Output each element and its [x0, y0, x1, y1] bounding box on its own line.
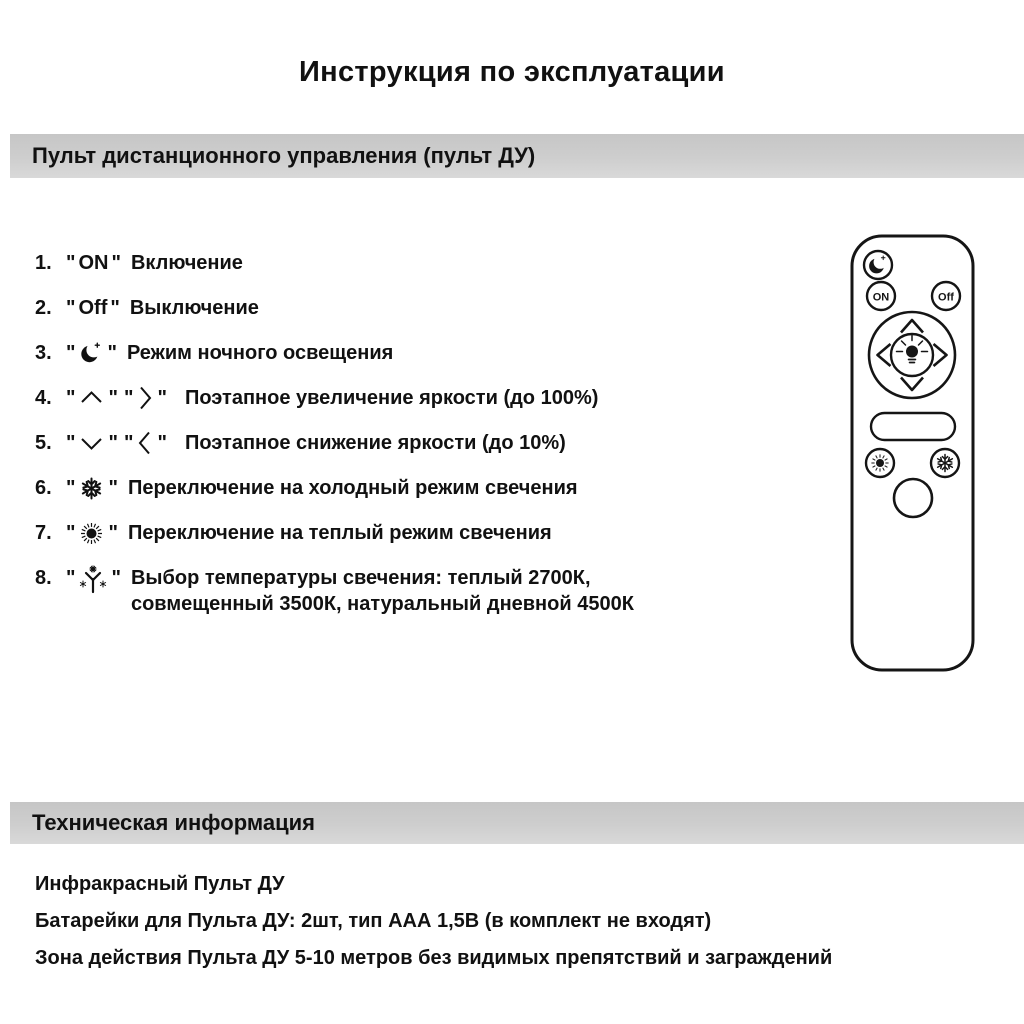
item-number: 2.	[35, 297, 52, 319]
remote-warm-mode-button	[866, 449, 894, 477]
remote-night-mode-button	[864, 251, 892, 279]
quote-mark: "	[66, 342, 76, 364]
remote-cold-mode-button	[931, 449, 959, 477]
svg-text:Off: Off	[938, 291, 954, 304]
tech-line-batteries: Батарейки для Пульта ДУ: 2шт, тип ААА 1,5В (в комплект не входят)	[35, 910, 712, 932]
remote-dpad	[869, 312, 955, 398]
quote-mark: "	[66, 567, 76, 589]
item-number: 4.	[35, 387, 52, 409]
quote-mark: "	[108, 387, 118, 409]
section-header-tech	[10, 802, 1024, 844]
chevron-up-icon	[79, 387, 104, 409]
quote-mark: "	[66, 387, 76, 409]
item-number: 7.	[35, 522, 52, 544]
angle-left-icon	[137, 430, 153, 456]
sun-icon	[79, 521, 104, 546]
list-item-warm-mode	[35, 520, 835, 546]
quote-mark: "	[107, 342, 117, 364]
list-item-night-mode	[35, 340, 835, 366]
quote-mark: "	[66, 252, 76, 274]
item-number: 5.	[35, 432, 52, 454]
section-header-remote-label: Пульт дистанционного управления (пульт ДУ)	[32, 143, 536, 168]
quote-mark: "	[111, 567, 121, 589]
item-description: Переключение на теплый режим свечения	[127, 522, 552, 544]
quote-mark: "	[108, 522, 118, 544]
item-description: Поэтапное увеличение яркости (до 100%)	[184, 387, 599, 409]
section-header-tech-label: Техническая информация	[32, 810, 315, 835]
technical-info	[35, 871, 832, 982]
svg-text:ON: ON	[872, 291, 890, 304]
quote-mark: "	[157, 387, 167, 409]
item-description-line2: совмещенный 3500К, натуральный дневной 4500К	[130, 593, 634, 615]
quote-mark: "	[123, 432, 134, 454]
remote-on-button	[867, 282, 895, 310]
tech-line-remote-type: Инфракрасный Пульт ДУ	[35, 873, 285, 895]
quote-mark: "	[66, 522, 76, 544]
item-number: 6.	[35, 477, 52, 499]
quote-mark: "	[111, 252, 121, 274]
quote-mark: "	[66, 297, 76, 319]
item-description: Переключение на холодный режим свечения	[127, 477, 578, 499]
quote-mark: "	[108, 432, 118, 454]
remote-round-extra-button	[894, 479, 932, 517]
item-description: Включение	[130, 252, 243, 274]
temperature-select-icon	[79, 565, 107, 595]
list-item-off	[35, 295, 835, 321]
remote-illustration	[850, 234, 977, 679]
quote-mark: "	[66, 477, 76, 499]
remote-functions-list	[35, 250, 835, 636]
quote-mark: "	[157, 432, 167, 454]
list-item-on	[35, 250, 835, 276]
list-item-temperature-select	[35, 565, 835, 617]
on-button-label: ON	[78, 252, 109, 274]
snowflake-icon	[79, 476, 104, 501]
tech-line-range: Зона действия Пульта ДУ 5-10 метров без видимых препятствий и заграждений	[35, 947, 833, 969]
quote-mark: "	[110, 297, 120, 319]
item-description: Режим ночного освещения	[126, 342, 394, 364]
item-description-line1: Выбор температуры свечения: теплый 2700К,	[130, 567, 591, 589]
list-item-cold-mode	[35, 475, 835, 501]
list-item-brightness-up	[35, 385, 835, 411]
page-title: Инструкция по эксплуатации	[299, 56, 725, 88]
remote-wide-pill-button	[871, 413, 955, 440]
item-number: 1.	[35, 252, 52, 274]
angle-right-icon	[137, 385, 153, 411]
item-description	[131, 565, 634, 617]
quote-mark: "	[108, 477, 118, 499]
chevron-down-icon	[79, 432, 104, 454]
item-number: 8.	[35, 567, 52, 589]
section-header-remote	[10, 134, 1024, 178]
item-description: Выключение	[129, 297, 259, 319]
remote-off-button	[932, 282, 960, 310]
off-button-label: Off	[78, 297, 108, 319]
item-number: 3.	[35, 342, 52, 364]
quote-mark: "	[123, 387, 134, 409]
quote-mark: "	[66, 432, 76, 454]
list-item-brightness-down	[35, 430, 835, 456]
moon-icon	[79, 341, 103, 365]
item-description: Поэтапное снижение яркости (до 10%)	[184, 432, 566, 454]
